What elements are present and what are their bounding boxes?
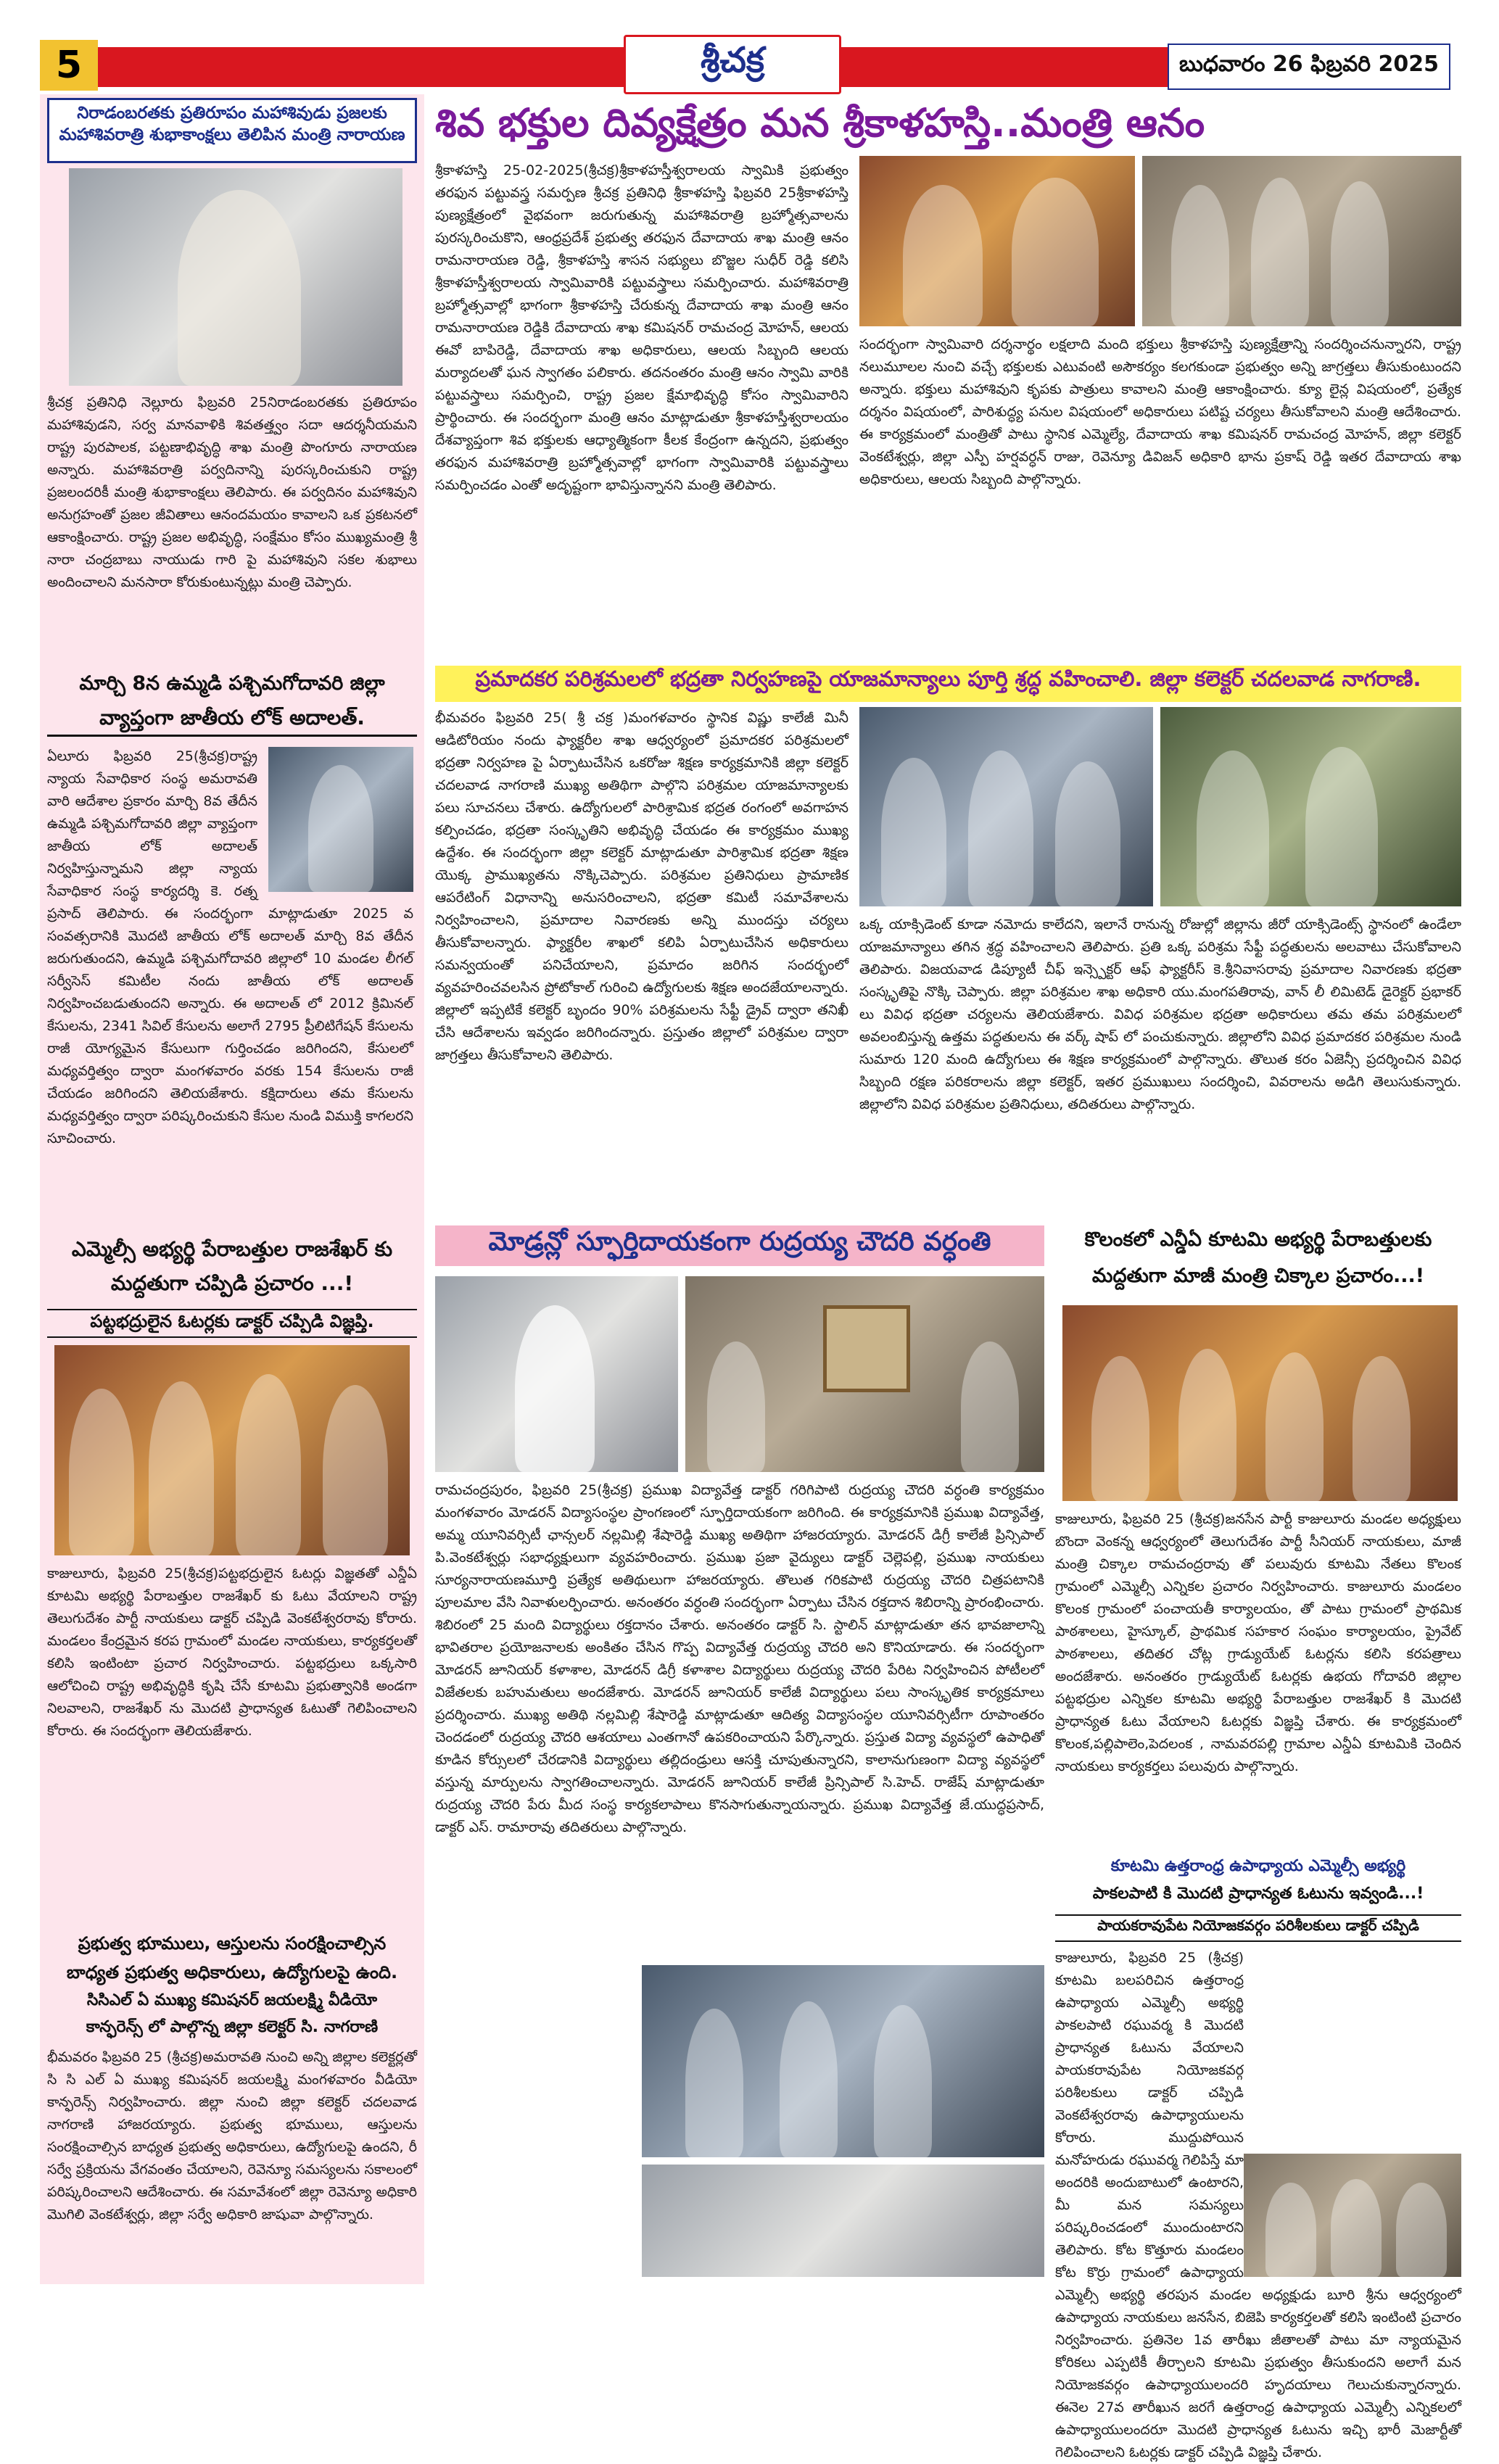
srikalahasti-body-col1: శ్రీకాళహస్తి 25-02-2025(శ్రీచక్ర)శ్రీకాళహస్తీశ్వరాలయ స్వామికి ప్రభుత్వం తరఫున పట్టువస్త్ర సమర్పణ శ్రీచక్ర ప్రతినిధి శ్రీకాళహస్తి ఫిబ్రవరి 25శ్రీకాళహస్తి పుణ్యక్షేత్రంలో వైభవంగా జరుగుతున్న మహాశివరాత్రి బ్రహ్మోత్సవాలను పురస్కరించుకొని, ఆంధ్రప్రదేశ్ ప్రభుత్వ తరఫున దేవాదాయ శాఖ మంత్రి ఆనం రామనారాయణ రెడ్డి, శ్రీకాళహస్తి శాసన సభ్యులు బొజ్జల సుధీర్ రెడ్డి కలిసి శ్రీకాళహస్తీశ్వరాలయ స్వామివారికి పట్టువస్త్రాలు సమర్పించారు. మహాశివరాత్రి బ్రహ్మోత్సవాల్లో భాగంగా శ్రీకాళహస్తి చేరుకున్న దేవాదాయ శాఖ మంత్రి ఆనం రామనారాయణ రెడ్డికి దేవాదాయ శాఖ కమిషనర్ రామచంద్ర మోహన్, ఆలయ ఈవో బాపిరెడ్డి, దేవాదాయ శాఖ అధికారులు, ఆలయ సిబ్బంది ఆలయ మర్యాదలతో ఘన స్వాగతం పలికారు. తదనంతరం మంత్రి ఆనం స్వామి వారికి పట్టువస్త్రాలు సమర్పించి, రాష్ట్ర ప్రజల క్షేమాభివృద్ధి కోసం స్వామివారిని ప్రార్థించారు. ఈ సందర్భంగా మంత్రి ఆనం మాట్లాడుతూ శ్రీకాళహస్తీశ్వరాలయం దేశవ్యాప్తంగా శివ భక్తులకు ఆధ్యాత్మికంగా కీలక కేంద్రంగా ఉన్నదని, ప్రభుత్వం తరఫున మహాశివరాత్రి బ్రహ్మోత్సవాల్లో భాగంగా స్వామివారికి పట్టువస్త్రాలు సమర్పించడం ఎంతో అదృష్టంగా భావిస్తున్నానని మంత్రి తెలిపారు. xyxy=(435,162,848,493)
srikalahasti-photo-1 xyxy=(859,156,1135,326)
kolanka-body: కాజులూరు, ఫిబ్రవరి 25 (శ్రీచక్ర)జనసేన పార్టీ కాజులూరు మండల అధ్యక్షులు బొందా వెంకన్న ఆధ్వర్యంలో తెలుగుదేశం పార్టీ సీనియర్ నాయకులు, మాజీ మంత్రి చిక్కాల రామచంద్రరావు తో పలువురు కూటమి నేతలు కొలంక గ్రామంలో ఎమ్మెల్సీ ఎన్నికల ప్రచారం నిర్వహించారు. కాజులూరు మండలం కొలంక గ్రామంలో పంచాయతీ కార్యాలయం, తో పాటు గ్రామంలో ప్రాథమిక పాఠశాలలు, హైస్కూల్, ప్రాథమిక సహకార సంఘం కార్యాలయం, ప్రైవేట్ పాఠశాలలు, తదితర చోట్ల గ్రాడ్యుయేట్ ఓటర్లను కలిసి కరపత్రాలు అందజేశారు. అనంతరం గ్రాడ్యుయేట్ ఓటర్లకు ఉభయ గోదావరి జిల్లాల పట్టభద్రుల ఎన్నికల కూటమి అభ్యర్థి పేరాబత్తుల రాజశేఖర్ కి మొదటి ప్రాధాన్యత ఓటు వేయాలని ఓటర్లకు విజ్ఞప్తి చేశారు. ఈ కార్యక్రమంలో కొలంక,పల్లిపాలెం,పెదలంక , నామవరపల్లి గ్రామాల ఎన్డీఏ కూటమికి చెందిన నాయకులు కార్యకర్తలు పలువురు పాల్గొన్నారు. xyxy=(1055,1511,1461,1774)
kolanka-campaign-photo xyxy=(1062,1305,1458,1501)
lok-adalat-headline-line2: వ్యాప్తంగా జాతీయ లోక్ అదాలత్. xyxy=(47,705,417,737)
minister-narayana-body: శ్రీచక్ర ప్రతినిధి నెల్లూరు ఫిబ్రవరి 25నిరాడంబరతకు ప్రతిరూపం మహాశివుడని, సర్వ మానవాళికి శివతత్త్వం సదా ఆదర్శనీయమని రాష్ట్ర పురపాలక, పట్టణాభివృద్ధి శాఖ మంత్రి పొంగూరు నారాయణ అన్నారు. మహాశివరాత్రి పర్వదినాన్ని పురస్కరించుకుని రాష్ట్ర ప్రజలందరికీ మంత్రి శుభాకాంక్షలు తెలిపారు. ఈ పర్వదినం మహాశివుని అనుగ్రహంతో ప్రజల జీవితాలు ఆనందమయం కావాలని ఒక ప్రకటనలో ఆకాంక్షించారు. రాష్ట్ర ప్రజల అభివృద్ధి, సంక్షేమం కోసం ముఖ్యమంత్రి శ్రీ నారా చంద్రబాబు నాయుడు గారి పై మహాశివుని సకల శుభాలు అందించాలని మనసారా కోరుకుంటున్నట్లు మంత్రి చెప్పారు. xyxy=(47,394,417,590)
srikalahasti-photo-2 xyxy=(1142,156,1461,326)
chappidi-campaign-photo xyxy=(54,1345,410,1555)
rudraiah-blood-donation-photo xyxy=(642,2165,1044,2277)
chappidi-headline-line1: ఎమ్మెల్సీ అభ్యర్థి పేరాబత్తుల రాజశేఖర్ కు xyxy=(71,1237,393,1261)
photo-float-spacer xyxy=(257,745,413,894)
govt-land-body: భీమవరం ఫిబ్రవరి 25 (శ్రీచక్ర)అమరావతి నుంచి అన్ని జిల్లాల కలెక్టర్లతో సి సి ఎల్ ఏ ముఖ్య కమిషనర్ జయలక్ష్మి మంగళవారం వీడియో కాన్ఫరెన్స్ నిర్వహించారు. జిల్లా నుంచి జిల్లా కలెక్టర్ చదలవాడ నాగరాణి హాజరయ్యారు. ప్రభుత్వ భూములు, ఆస్తులను సంరక్షించాల్సిన బాధ్యత ప్రభుత్వ అధికారులు, ఉద్యోగులపై ఉందని, రీ సర్వే ప్రక్రియను వేగవంతం చేయాలని, రెవెన్యూ సమస్యలను సకాలంలో పరిష్కరించాలని ఆదేశించారు. ఈ సమావేశంలో జిల్లా రెవెన్యూ అధికారి మొగిలి వెంకటేశ్వర్లు, జిల్లా సర్వే అధికారి జాషువా పాల్గొన్నారు. xyxy=(47,2049,417,2223)
rudraiah-body: రామచంద్రపురం, ఫిబ్రవరి 25(శ్రీచక్ర) ప్రముఖ విద్యావేత్త డాక్టర్ గరిగిపాటి రుద్రయ్య చౌదరి వర్ధంతి కార్యక్రమం మంగళవారం మోడరన్ విద్యాసంస్థల ప్రాంగణంలో స్ఫూర్తిదాయకంగా జరిగింది. ఈ కార్యక్రమానికి ప్రముఖ విద్యావేత్త, అమ్మ యూనివర్సిటీ ఛాన్సలర్ నల్లమిల్లి శేషారెడ్డి ముఖ్య అతిథిగా హాజరయ్యారు. మోడరన్ డిగ్రీ కాలేజీ ప్రిన్సిపాల్ పి.వెంకటేశ్వర్లు సభాధ్యక్షులుగా వ్యవహరించారు. ప్రముఖ ప్రజా వైద్యులు డాక్టర్ చెల్లెపల్లి, ప్రముఖ నాయకులు సూర్యనారాయణమూర్తి ప్రత్యేక అతిథులుగా హాజరయ్యారు. తొలుత గరికపాటి రుద్రయ్య చౌదరి చిత్రపటానికి పూలమాల వేసి నివాళులర్పించారు. అనంతరం వర్ధంతి సందర్భంగా ఏర్పాటు చేసిన రక్తదాన శిబిరాన్ని ప్రారంభించారు. శిబిరంలో 25 మంది విద్యార్థులు రక్తదానం చేశారు. అనంతరం డాక్టర్ సి. స్టాలిన్ మాట్లాడుతూ తన భావజాలాన్ని భావితరాల ప్రయోజనాలకు అంకితం చేసిన గొప్ప విద్యావేత్త రుద్రయ్య చౌదరి అని కొనియాడారు. ఈ సందర్భంగా మోడరన్ జూనియర్ కళాశాల, మోడరన్ డిగ్రీ కళాశాల విద్యార్థులు రుద్రయ్య చౌదరి పేరిట నిర్వహించిన పోటీలలో విజేతలకు బహుమతులు అందజేశారు. మోడరన్ జూనియర్ కాలేజీ విద్యార్థులు పలు సాంస్కృతిక కార్యక్రమాలు ప్రదర్శించారు. ముఖ్య అతిథి నల్లమిల్లి శేషారెడ్డి మాట్లాడుతూ ఆదిత్య విద్యాసంస్థల యూనివర్సిటీగా రూపాంతరం చెందడంలో రుద్రయ్య చౌదరి ఆశయాలు ఎంతగానో ఉపకరించాయని పేర్కొన్నారు. ప్రస్తుత విద్యా వ్యవస్థలో ఉపాధితో కూడిన కోర్సులలో చేరడానికి విద్యార్థులు తల్లిదండ్రులు ఆసక్తి చూపుతున్నారని, కాలానుగుణంగా విద్యా వ్యవస్థలో వస్తున్న మార్పులను స్వాగతించాలన్నారు. మోడరన్ జూనియర్ కాలేజీ ప్రిన్సిపాల్ సి.హెచ్. రాజేష్ మాట్లాడుతూ రుద్రయ్య చౌదరి పేరు మీద సంస్థ కార్యకలాపాలు కొనసాగుతున్నాయన్నారు. ప్రముఖ విద్యావేత్త జే.యుద్ధప్రసాద్, డాక్టర్ ఎస్. రామారావు తదితరులు పాల్గొన్నారు. xyxy=(435,1482,1044,1835)
lok-adalat-body-text: ఏలూరు ఫిబ్రవరి 25(శ్రీచక్ర)రాష్ట్ర న్యాయ సేవాధికార సంస్థ అమరావతి వారి ఆదేశాల ప్రకారం మార్చి 8వ తేదీన ఉమ్మడి పశ్చిమగోదావరి జిల్లా వ్యాప్తంగా జాతీయ లోక్ అదాలత్ నిర్వహిస్తున్నామని జిల్లా న్యాయ సేవాధికార సంస్థ కార్యదర్శి కె. రత్న ప్రసాద్ తెలిపారు. ఈ సందర్భంగా మాట్లాడుతూ 2025 వ సంవత్సరానికి మొదటి జాతీయ లోక్ అదాలత్ మార్చి 8వ తేదీన జరుగుతుందని, ఉమ్మడి పశ్చిమగోదావరి జిల్లాలో 10 మండల లీగల్ సర్వీసెస్ కమిటీల నందు జాతీయ లోక్ అదాలత్ నిర్వహించబడుతుందని అన్నారు. ఈ అదాలత్ లో 2012 క్రిమినల్ కేసులను, 2341 సివిల్ కేసులను అలాగే 2795 ప్రీలిటిగేషన్ కేసులను రాజీ యోగ్యమైన కేసులుగా గుర్తించడం జరిగిందని, కేసులలో మధ్యవర్తిత్వం ద్వారా మంగళవారం వరకు 154 కేసులను రాజీ చేయడం జరిగిందని తెలియజేశారు. కక్షిదారులు తమ కేసులను మధ్యవర్తిత్వం ద్వారా పరిష్కరించుకుని కేసుల నుండి విముక్తి కాగలరని సూచించారు. xyxy=(47,748,413,1146)
govt-land-headline-line4: కాన్ఫరెన్స్ లో పాల్గొన్న జిల్లా కలెక్టర్ సి. నాగరాణి xyxy=(86,2018,379,2036)
chappidi-body: కాజులూరు, ఫిబ్రవరి 25(శ్రీచక్ర)పట్టభద్రులైన ఓటర్లు విజ్ఞతతో ఎన్డీఏ కూటమి అభ్యర్థి పేరాబత్తుల రాజశేఖర్ కు ఓటు వేయాలని రాష్ట్ర తెలుగుదేశం పార్టీ నాయకులు డాక్టర్ చప్పిడి వెంకటేశ్వరరావు కోరారు. మండలం కేంద్రమైన కరప గ్రామంలో మండల నాయకులు, కార్యకర్తలతో కలిసి ఇంటింటా ప్రచార నిర్వహించారు. పట్టభద్రులు ఒక్కసారి ఆలోచించి రాష్ట్ర అభివృద్ధికి కృషి చేసే కూటమి ప్రభుత్వానికి అండగా నిలవాలని, రాజశేఖర్ ను మొదటి ప్రాధాన్యత ఓటుతో గెలిపించాలని కోరారు. ఈ సందర్భంగా తెలియజేశారు. xyxy=(47,1566,417,1739)
minister-narayana-headline: నిరాడంబరతకు ప్రతిరూపం మహాశివుడు ప్రజలకు మహాశివరాత్రి శుభాకాంక్షలు తెలిపిన మంత్రి నారాయణ xyxy=(47,98,417,163)
issue-date: బుధవారం 26 ఫిబ్రవరి 2025 xyxy=(1168,44,1450,90)
logo-text: శ్రీచక్ర xyxy=(701,40,764,80)
industrial-safety-body-col1: భీమవరం ఫిబ్రవరి 25( శ్రీ చక్ర )మంగళవారం స్థానిక విష్ణు కాలేజీ మినీ ఆడిటోరియం నందు ఫ్యాక్టరీల శాఖ ఆధ్వర్యంలో ప్రమాదకర పరిశ్రమలలో భద్రతా నిర్వహణ పై ఏర్పాటుచేసిన ఒకరోజు శిక్షణ కార్యక్రమానికి జిల్లా కలెక్టర్ చదలవాడ నాగరాణి ముఖ్య అతిథిగా పాల్గొని పరిశ్రమల యాజమాన్యాలకు పలు సూచనలు చేశారు. ఉద్యోగులలో పారిశ్రామిక భద్రత రంగంలో అవగాహన కల్పించడం, భద్రతా సంస్కృతిని అభివృద్ధి చేయడం ఈ కార్యక్రమం ముఖ్య ఉద్దేశం. ఈ సందర్భంగా జిల్లా కలెక్టర్ మాట్లాడుతూ పారిశ్రామిక భద్రతా శిక్షణ యొక్క ప్రాముఖ్యతను నొక్కిచెప్పారు. పరిశ్రమల ప్రతినిధులు ప్రామాణిక ఆపరేటింగ్ విధానాన్ని అనుసరించాలని, భద్రతా కమిటీ సమావేశాలను నిర్వహించాలని, ప్రమాదాల నివారణకు అన్ని ముందస్తు చర్యలు తీసుకోవాలన్నారు. ఫ్యాక్టరీల శాఖలో కలిపి ఏర్పాటుచేసిన అధికారులు సమన్వయంతో పనిచేయాలని, ప్రమాదం జరిగిన సందర్భంలో వ్యవహరించవలసిన ప్రోటోకాల్ గురించి ఉద్యోగులకు శిక్షణ అందజేయాలన్నారు. జిల్లాలో ఇప్పటికే కలెక్టర్ బృందం 90% పరిశ్రమలను సేఫ్టీ డ్రైవ్ ద్వారా తనిఖీ చేసి ఆదేశాలను ఇవ్వడం జరిగిందన్నారు. ప్రస్తుతం జిల్లాలో పరిశ్రమల ద్వారా జాగ్రత్తలు తీసుకోవాలని తెలిపారు. xyxy=(435,710,848,1063)
kolanka-headline-line2: మద్దతుగా మాజీ మంత్రి చిక్కాల ప్రచారం...! xyxy=(1091,1265,1425,1287)
rudraiah-ribbon-photo xyxy=(435,1276,678,1472)
lok-adalat-headline-line1: మార్చి 8న ఉమ్మడి పశ్చిమగోదావరి జిల్లా xyxy=(79,672,385,695)
industrial-safety-photo-2 xyxy=(1160,707,1461,906)
industrial-safety-body-col2: ఒక్క యాక్సిడెంట్ కూడా నమోదు కాలేదని, ఇలానే రానున్న రోజుల్లో జిల్లాను జీరో యాక్సిడెంట్స్ స్థానంలో ఉండేలా యాజమాన్యాలు తగిన శ్రద్ధ వహించాలని తెలిపారు. ప్రతి ఒక్క పరిశ్రమ సేఫ్టీ పద్ధతులను అలవాటు చేసుకోవాలని తెలిపారు. విజయవాడ డిప్యూటీ చీఫ్ ఇన్స్పెక్టర్ ఆఫ్ ఫ్యాక్టరీస్ కె.శ్రీనివాసరావు ప్రమాదాల నివారణకు భద్రతా సంస్కృతిపై నొక్కి చెప్పారు. జిల్లా పరిశ్రమల శాఖ అధికారి యు.మంగపతిరావు, వాన్ లీ లిమిటెడ్ డైరెక్టర్ ప్రభాకర్ లు వివిధ భద్రతా చర్యలను తెలియజేశారు. వివిధ పరిశ్రమల భద్రతా అధికారులు తమ తమ పరిశ్రమలలో అవలంబిస్తున్న ఉత్తమ పద్ధతులను ఈ వర్క్ షాప్ లో పంచుకున్నారు. జిల్లాలోని వివిధ ప్రమాదకర పరిశ్రమల నుండి సుమారు 120 మంది ఉద్యోగులు ఈ శిక్షణ కార్యక్రమంలో పాల్గొన్నారు. తొలుత కరం ఏజెన్సీ ప్రదర్శించిన వివిధ సిబ్బంది రక్షణ పరికరాలను జిల్లా కలెక్టర్, ఇతర ప్రముఖులు సందర్శించి, వివరాలను అడిగి తెలుసుకున్నారు. జిల్లాలోని వివిధ పరిశ్రమల ప్రతినిధులు, తదితరులు పాల్గొన్నారు. xyxy=(859,917,1461,1112)
govt-land-headline-line2: బాధ్యత ప్రభుత్వ అధికారులు, ఉద్యోగులపై ఉంది. xyxy=(66,1962,398,1983)
rudraiah-group-photo xyxy=(642,1965,1044,2157)
govt-land-headline-line3: సిసిఎల్ ఏ ముఖ్య కమిషనర్ జయలక్ష్మి వీడియో xyxy=(86,1991,378,2009)
raghuvarma-photo xyxy=(1244,2154,1461,2277)
raghuvarma-headline-line2: పాకలపాటి కి మొదటి ప్రాధాన్యత ఓటును ఇవ్వండి...! xyxy=(1092,1885,1424,1903)
raghuvarma-body-text: కాజులూరు, ఫిబ్రవరి 25 (శ్రీచక్ర) కూటమి బలపరిచిన ఉత్తరాంధ్ర ఉపాధ్యాయ ఎమ్మెల్సీ అభ్యర్థి పాకలపాటి రఘువర్మ కి మొదటి ప్రాధాన్యత ఓటును వేయాలని పాయకరావుపేట నియోజకవర్గ పరిశీలకులు డాక్టర్ చప్పిడి వెంకటేశ్వరరావు ఉపాధ్యాయులను కోరారు. ముద్దుపోయిన మనోహరుడు రఘువర్మ గెలిపిస్తే మా అందరికి అందుబాటులో ఉంటారని, మీ మన సమస్యలు పరిష్కరించడంలో ముందుంటారని తెలిపారు. కోట కొత్తూరు మండలం కోట కొర్రు గ్రామంలో ఉపాధ్యాయ ఎమ్మెల్సీ అభ్యర్థి తరపున మండల అధ్యక్షుడు బూరి శ్రీను ఆధ్వర్యంలో ఉపాధ్యాయ నాయకులు జనసేన, బిజెపి కార్యకర్తలతో కలిసి ఇంటింటి ప్రచారం నిర్వహించారు. ప్రతినెల 1వ తారీఖు జీతాలతో పాటు మా న్యాయమైన కోరికలు ఎప్పటికీ తీర్చాలని కూటమి ప్రభుత్వం తీసుకుందని అలాగే మన నియోజకవర్గం ఉపాధ్యాయులందరి హృదయాలు గెలుచుకున్నారన్నారు. ఈనెల 27వ తారీఖున జరగే ఉత్తరాంధ్ర ఉపాధ్యాయ ఎమ్మెల్సీ ఎన్నికలలో ఉపాధ్యాయులందరూ మొదటి ప్రాధాన్యత ఓటును ఇచ్చి భారీ మెజార్టీతో గెలిపించాలని ఓటర్లకు డాక్టర్ చప్పిడి విజ్ఞప్తి చేశారు. xyxy=(1055,1950,1461,2460)
rudraiah-body-cont xyxy=(435,1965,635,2277)
page-number: 5 xyxy=(40,40,98,91)
raghuvarma-subheadline: పాయకరావుపేట నియోజకవర్గం పరిశీలకులు డాక్టర్ చప్పిడి xyxy=(1055,1914,1461,1942)
kolanka-headline-line1: కొలంకలో ఎన్డీఏ కూటమి అభ్యర్థి పేరాబత్తులకు xyxy=(1084,1228,1432,1251)
minister-narayana-photo xyxy=(69,168,402,386)
lok-adalat-body xyxy=(47,745,413,1231)
chappidi-headline-line2: మద్దతుగా చప్పిడి ప్రచారం ...! xyxy=(110,1271,354,1295)
srikalahasti-headline: శివ భక్తుల దివ్యక్షేత్రం మన శ్రీకాళహస్తి..మంత్రి ఆనం xyxy=(435,100,1205,146)
portrait-frame xyxy=(823,1305,910,1392)
raghuvarma-headline-line1: కూటమి ఉత్తరాంధ్ర ఉపాధ్యాయ ఎమ్మెల్సీ అభ్యర్థి xyxy=(1110,1857,1406,1875)
rudraiah-portrait-photo xyxy=(685,1276,1044,1472)
rudraiah-headline: మోడ్రన్లో స్ఫూర్తిదాయకంగా రుద్రయ్య చౌదరి వర్ధంతి xyxy=(435,1225,1044,1266)
industrial-safety-headline: ప్రమాదకర పరిశ్రమలలో భద్రతా నిర్వహణపై యాజమాన్యాలు పూర్తి శ్రద్ధ వహించాలి. జిల్లా కలెక్టర్ చదలవాడ నాగరాణి. xyxy=(435,666,1461,702)
govt-land-headline-line1: ప్రభుత్వ భూములు, ఆస్తులను సంరక్షించాల్సిన xyxy=(78,1933,387,1954)
chappidi-subheadline: పట్టభద్రులైన ఓటర్లకు డాక్టర్ చప్పిడి విజ్ఞప్తి. xyxy=(47,1309,417,1338)
industrial-safety-photo-1 xyxy=(859,707,1153,906)
newspaper-logo xyxy=(624,35,841,94)
srikalahasti-body-col2: సందర్భంగా స్వామివారి దర్శనార్థం లక్షలాది మంది భక్తులు శ్రీకాళహస్తి పుణ్యక్షేత్రాన్ని సందర్శించనున్నారని, రాష్ట్ర నలుమూలల నుంచి వచ్చే భక్తులకు ఎటువంటి అసౌకర్యం కలగకుండా ప్రభుత్వం అన్ని జాగ్రత్తలు తీసుకుంటుందని అన్నారు. భక్తులు మహాశివుని కృపకు పాత్రులు కావాలని మంత్రి ఆకాంక్షించారు. క్యూ లైన్ల విషయంలో, ప్రత్యేక దర్శనం విషయంలో, పారిశుద్ధ్య పనుల విషయంలో అధికారులు పటిష్ట చర్యలు తీసుకోవాలని మంత్రి ఆదేశించారు. ఈ కార్యక్రమంలో మంత్రితో పాటు స్థానిక ఎమ్మెల్యే, దేవాదాయ శాఖ కమిషనర్ రామచంద్ర మోహన్, జిల్లా కలెక్టర్ వెంకటేశ్వర్లు, జిల్లా ఎస్పీ హర్షవర్ధన్ రాజు, రెవెన్యూ డివిజన్ అధికారి భాను ప్రకాష్ రెడ్డి ఇతర దేవాదాయ శాఖ అధికారులు, ఆలయ సిబ్బంది పాల్గొన్నారు. xyxy=(859,336,1461,487)
